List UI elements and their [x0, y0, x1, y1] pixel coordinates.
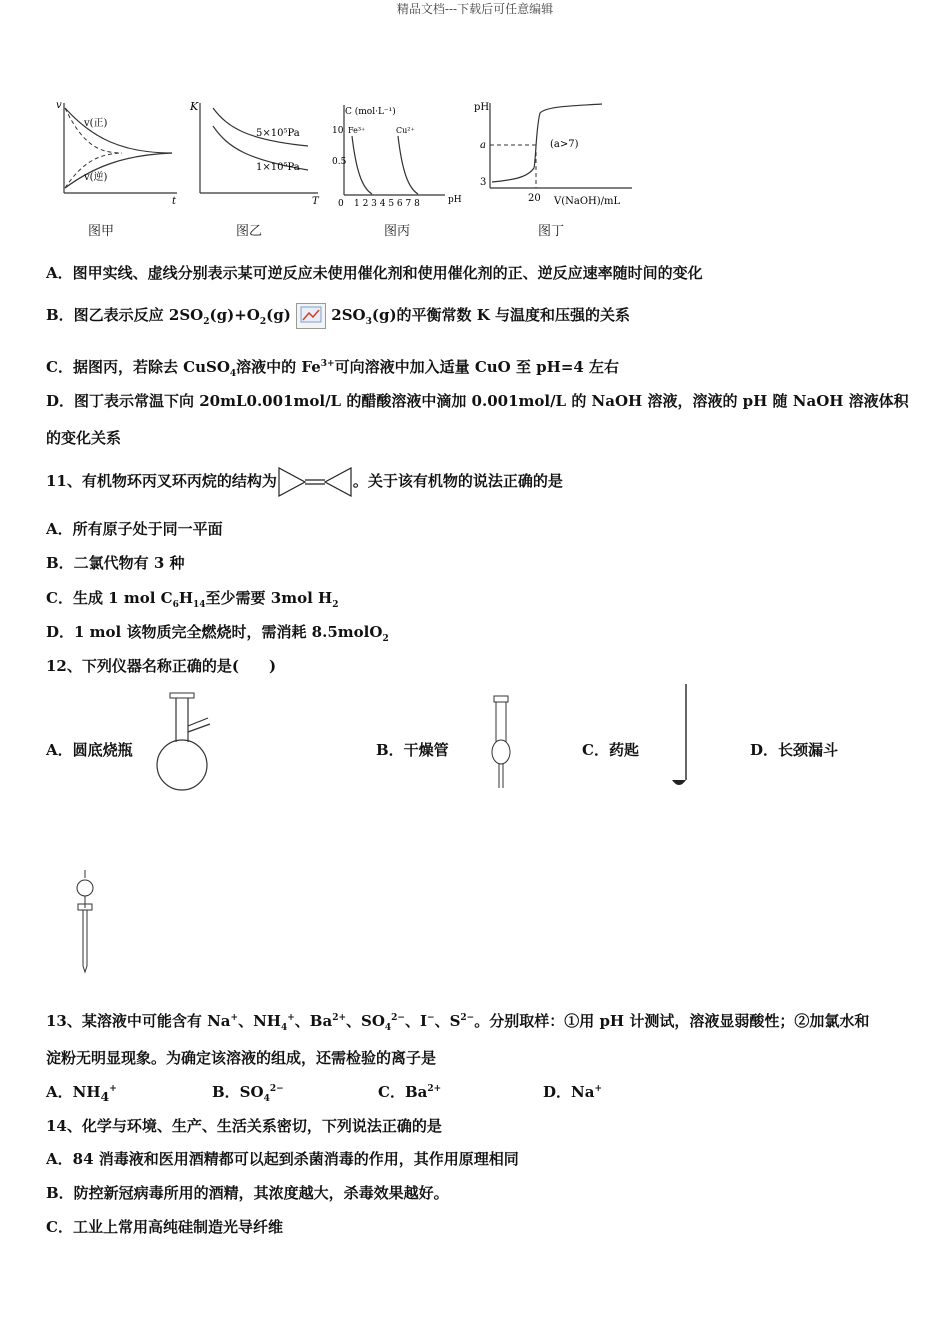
figure-bing: [330, 100, 470, 210]
ding-xlabel: V(NaOH)/mL: [554, 196, 621, 207]
bing-origin: 0: [338, 199, 344, 209]
bing-xticks: 1 2 3 4 5 6 7 8: [354, 199, 420, 209]
q10-option-b: B．图乙表示反应 $2SO_2(g)+O_2(g)$ $2SO_3(g)$的平衡常数 K 与温度和压强的关系: [46, 303, 630, 329]
drying-tube-icon: [486, 694, 516, 792]
figure-bing-caption: 图丙: [384, 224, 411, 239]
bing-cu-label: Cu²⁺: [396, 126, 415, 135]
q14-option-b: B．防控新冠病毒所用的酒精，其浓度越大，杀毒效果越好。: [46, 1184, 449, 1202]
q10-option-c: C．据图丙，若除去 CuSO$_4$溶液中的 $Fe^{3+}$可向溶液中加入适量 CuO 至 pH=4 左右: [46, 358, 620, 379]
yi-upper-label: 5×10⁵Pa: [256, 128, 300, 139]
q13-option-c: C．$Ba^{2+}$: [378, 1083, 442, 1101]
reversible-arrow-image-icon: [296, 303, 326, 329]
q13-option-a: A．$NH_4^+$: [46, 1083, 117, 1104]
ding-x20-tick: 20: [528, 193, 541, 204]
figure-ding-caption: 图丁: [538, 224, 565, 239]
q12-option-c: C．药匙: [582, 741, 639, 759]
bing-xlabel: pH: [448, 195, 462, 205]
yi-ylabel: K: [190, 100, 199, 113]
ding-y3-tick: 3: [480, 177, 487, 188]
q12-option-b: B．干燥管: [376, 741, 449, 759]
figure-yi: [188, 98, 323, 208]
jia-upper-label: v(正): [84, 118, 108, 129]
medicine-spoon-icon: [668, 682, 692, 790]
q12-option-a: A．圆底烧瓶: [46, 741, 133, 759]
q14-option-a: A．84 消毒液和医用酒精都可以起到杀菌消毒的作用，其作用原理相同: [46, 1150, 519, 1168]
q10-option-d-line2: 的变化关系: [46, 429, 122, 447]
separatory-funnel-icon: [70, 868, 100, 976]
q12-stem: 12、下列仪器名称正确的是( ): [46, 657, 277, 675]
page-header: 精品文档---下载后可任意编辑: [396, 2, 554, 16]
q10-option-a: A．图甲实线、虚线分别表示某可逆反应未使用催化剂和使用催化剂的正、逆反应速率随时间的变化: [46, 264, 703, 282]
q11-option-c: C．生成 1 mol $C_6H_{14}$至少需要 3mol $H_2$: [46, 589, 339, 610]
cyclopropylidene-cyclopropane-structure: [277, 466, 353, 498]
q11-stem: 11、有机物环丙叉环丙烷的结构为 。关于该有机物的说法正确的是: [46, 466, 563, 498]
figure-jia: [52, 98, 182, 208]
q14-stem: 14、化学与环境、生产、生活关系密切，下列说法正确的是: [46, 1117, 442, 1135]
bing-y05: 0.5: [332, 157, 347, 167]
jia-lower-label: v(逆): [84, 172, 108, 183]
q11-option-b: B．二氯代物有 3 种: [46, 554, 185, 572]
ding-ylabel: pH: [474, 102, 490, 113]
q11-option-a: A．所有原子处于同一平面: [46, 520, 223, 538]
round-bottom-flask-icon: [152, 690, 217, 795]
figure-jia-caption: 图甲: [88, 224, 115, 239]
figure-yi-caption: 图乙: [236, 224, 263, 239]
q12-option-d: D．长颈漏斗: [750, 741, 839, 759]
ding-note: (a>7): [550, 139, 579, 150]
bing-ylabel: C (mol·L⁻¹): [345, 107, 396, 117]
q10-option-d-line1: D．图丁表示常温下向 20mL0.001mol/L 的醋酸溶液中滴加 0.001mol/L 的 NaOH 溶液，溶液的 pH 随 NaOH 溶液体积: [46, 392, 909, 410]
q13-option-d: D．Na+: [543, 1083, 602, 1101]
q13-stem-line1: 13、某溶液中可能含有 Na+、$NH_4^+$、$Ba^{2+}$、$SO_4^{2-}$、I−、$S^{2-}$。分别取样：①用 pH 计测试，溶液显弱酸性；②加氯水和: [46, 1012, 870, 1033]
ding-a-tick: a: [480, 140, 486, 151]
figure-ding: [472, 98, 637, 213]
bing-fe-label: Fe³⁺: [348, 126, 366, 135]
bing-y10: 10: [332, 126, 344, 136]
yi-xlabel: T: [312, 196, 319, 207]
yi-lower-label: 1×10⁵Pa: [256, 162, 300, 173]
q13-stem-line2: 淀粉无明显现象。为确定该溶液的组成，还需检验的离子是: [46, 1049, 437, 1067]
q13-option-b: B．$SO_4^{2-}$: [212, 1083, 284, 1104]
q14-option-c: C．工业上常用高纯硅制造光导纤维: [46, 1218, 283, 1236]
jia-ylabel: v: [56, 100, 62, 111]
q11-option-d: D．1 mol 该物质完全燃烧时，需消耗 8.5molO$_2$: [46, 623, 389, 644]
jia-xlabel: t: [172, 196, 177, 207]
